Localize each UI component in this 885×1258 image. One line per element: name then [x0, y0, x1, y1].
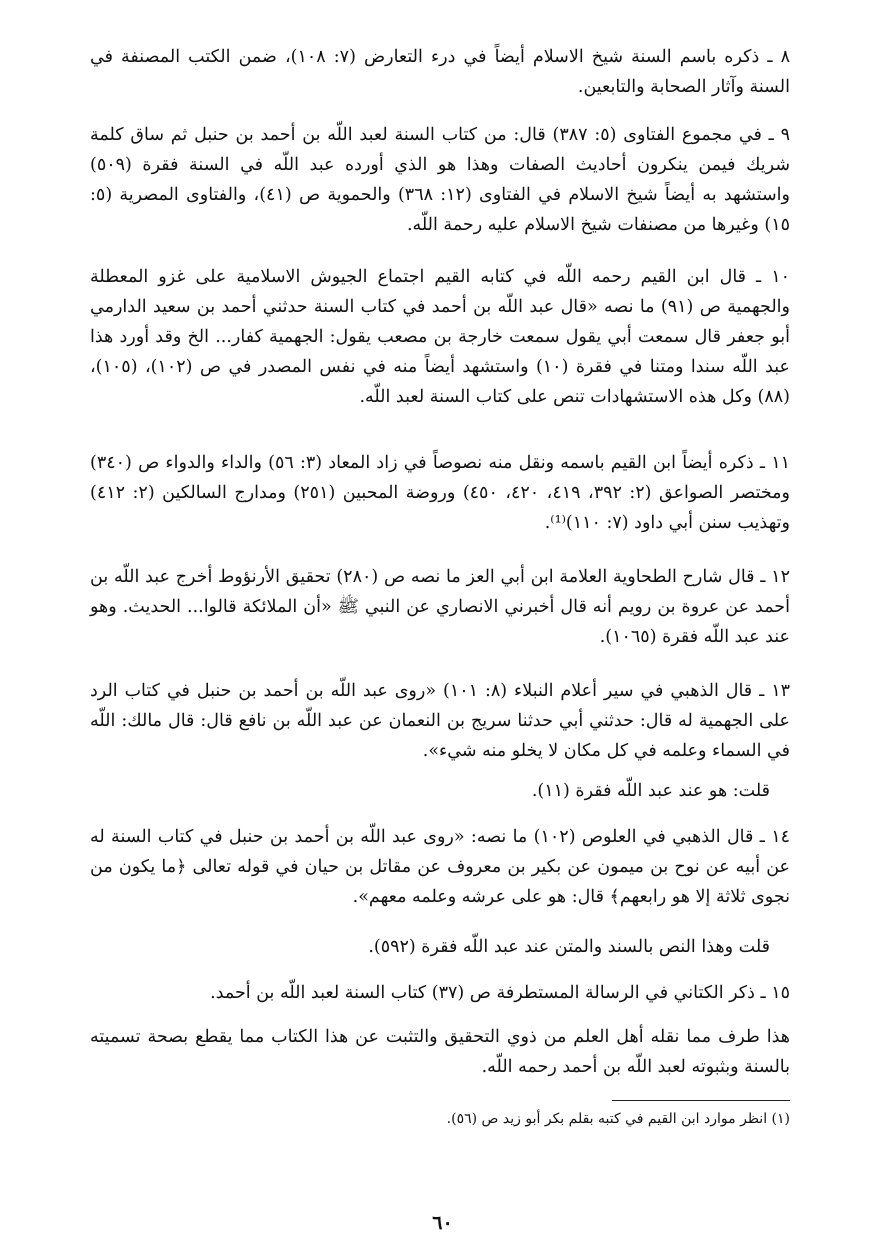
paragraph-9: ٩ ـ في مجموع الفتاوى (٥: ٣٨٧) قال: من كتاب السنة لعبد اللّه بن أحمد بن حنبل ثم ساق كلمة شريك فيمن ينكرون أحاديث الصفات وهذا هو الذي أورده عبد اللّه في السنة فقرة (٥٠٩) واستشهد به أيضاً شيخ الاسلام في الفتاوى (١٢: ٣٦٨) والحموية ص (٤١)، والفتاوى المصرية (٥: ١٥) وغيرها من مصنفات شيخ الاسلام عليه رحمة اللّه.	[90, 125, 790, 235]
paragraph-14-note: قلت وهذا النص بالسند والمتن عند عبد اللّه فقرة (٥٩٢).	[368, 937, 770, 957]
page-number: ٦٠	[432, 1212, 453, 1234]
footnote: (١) انظر موارد ابن القيم في كتبه بقلم بكر أبو زيد ص (٥٦).	[446, 1111, 790, 1127]
paragraph-13: ١٣ ـ قال الذهبي في سير أعلام النبلاء (٨: ١٠١) «روى عبد اللّه بن أحمد بن حنبل في كتاب الرد على الجهمية له قال: حدثني أبي حدثنا سريج بن النعمان عن عبد اللّه بن نافع قال: قال مالك: اللّه في السماء وعلمه في كل مكان لا يخلو منه شيء».	[90, 681, 790, 761]
paragraph-11: ١١ ـ ذكره أيضاً ابن القيم باسمه ونقل منه نصوصاً في زاد المعاد (٣: ٥٦) والداء والدواء ص (٣٤٠) ومختصر الصواعق (٢: ٣٩٢، ٤١٩، ٤٢٠، ٤٥٠) وروضة المحبين (٢٥١) ومدارج السالكين (٢: ٤١٢) وتهذيب سنن أبي داود (٧: ١١٠)⁽¹⁾.	[90, 453, 790, 533]
paragraph-10: ١٠ ـ قال ابن القيم رحمه اللّه في كتابه القيم اجتماع الجيوش الاسلامية على غزو المعطلة والجهمية ص (٩١) ما نصه «قال عبد اللّه بن أحمد في كتاب السنة حدثني أحمد بن سعيد الدارمي أبو جعفر قال سمعت أبي يقول سمعت خارجة بن مصعب يقول: الجهمية كفار... الخ وقد أورد هذا عبد اللّه سندا ومتنا في فقرة (١٠) واستشهد أيضاً منه في نفس المصدر في ص (١٠٢)، (١٠٥)، (٨٨) وكل هذه الاستشهادات تنص على كتاب السنة لعبد اللّه.	[90, 267, 790, 407]
paragraph-8: ٨ ـ ذكره باسم السنة شيخ الاسلام أيضاً في درء التعارض (٧: ١٠٨)، ضمن الكتب المصنفة في السنة وآثار الصحابة والتابعين.	[90, 47, 790, 97]
closing-paragraph: هذا طرف مما نقله أهل العلم من ذوي التحقيق والتثبت عن هذا الكتاب مما يقطع بصحة تسميته بالسنة وبثبوته لعبد اللّه بن أحمد رحمه اللّه.	[90, 1027, 790, 1077]
footnote-divider	[612, 1100, 790, 1101]
paragraph-14: ١٤ ـ قال الذهبي في العلوص (١٠٢) ما نصه: «روى عبد اللّه بن أحمد بن حنبل في كتاب السنة له عن أبيه عن نوح بن ميمون عن بكير بن معروف عن مقاتل بن حيان في قوله تعالى ﴿ما يكون من نجوى ثلاثة إلا هو رابعهم﴾ قال: هو على عرشه وعلمه معهم».	[90, 827, 790, 907]
paragraph-12: ١٢ ـ قال شارح الطحاوية العلامة ابن أبي العز ما نصه ص (٢٨٠) تحقيق الأرنؤوط أخرج عبد اللّه بن أحمد عن عروة بن رويم أنه قال أخبرني الانصاري عن النبي ﷺ «أن الملائكة قالوا... الحديث. وهو عند عبد اللّه فقرة (١٠٦٥).	[90, 567, 790, 647]
paragraph-15: ١٥ ـ ذكر الكتاني في الرسالة المستطرفة ص (٣٧) كتاب السنة لعبد اللّه بن أحمد.	[210, 983, 790, 1003]
paragraph-13-note: قلت: هو عند عبد اللّه فقرة (١١).	[531, 781, 770, 801]
